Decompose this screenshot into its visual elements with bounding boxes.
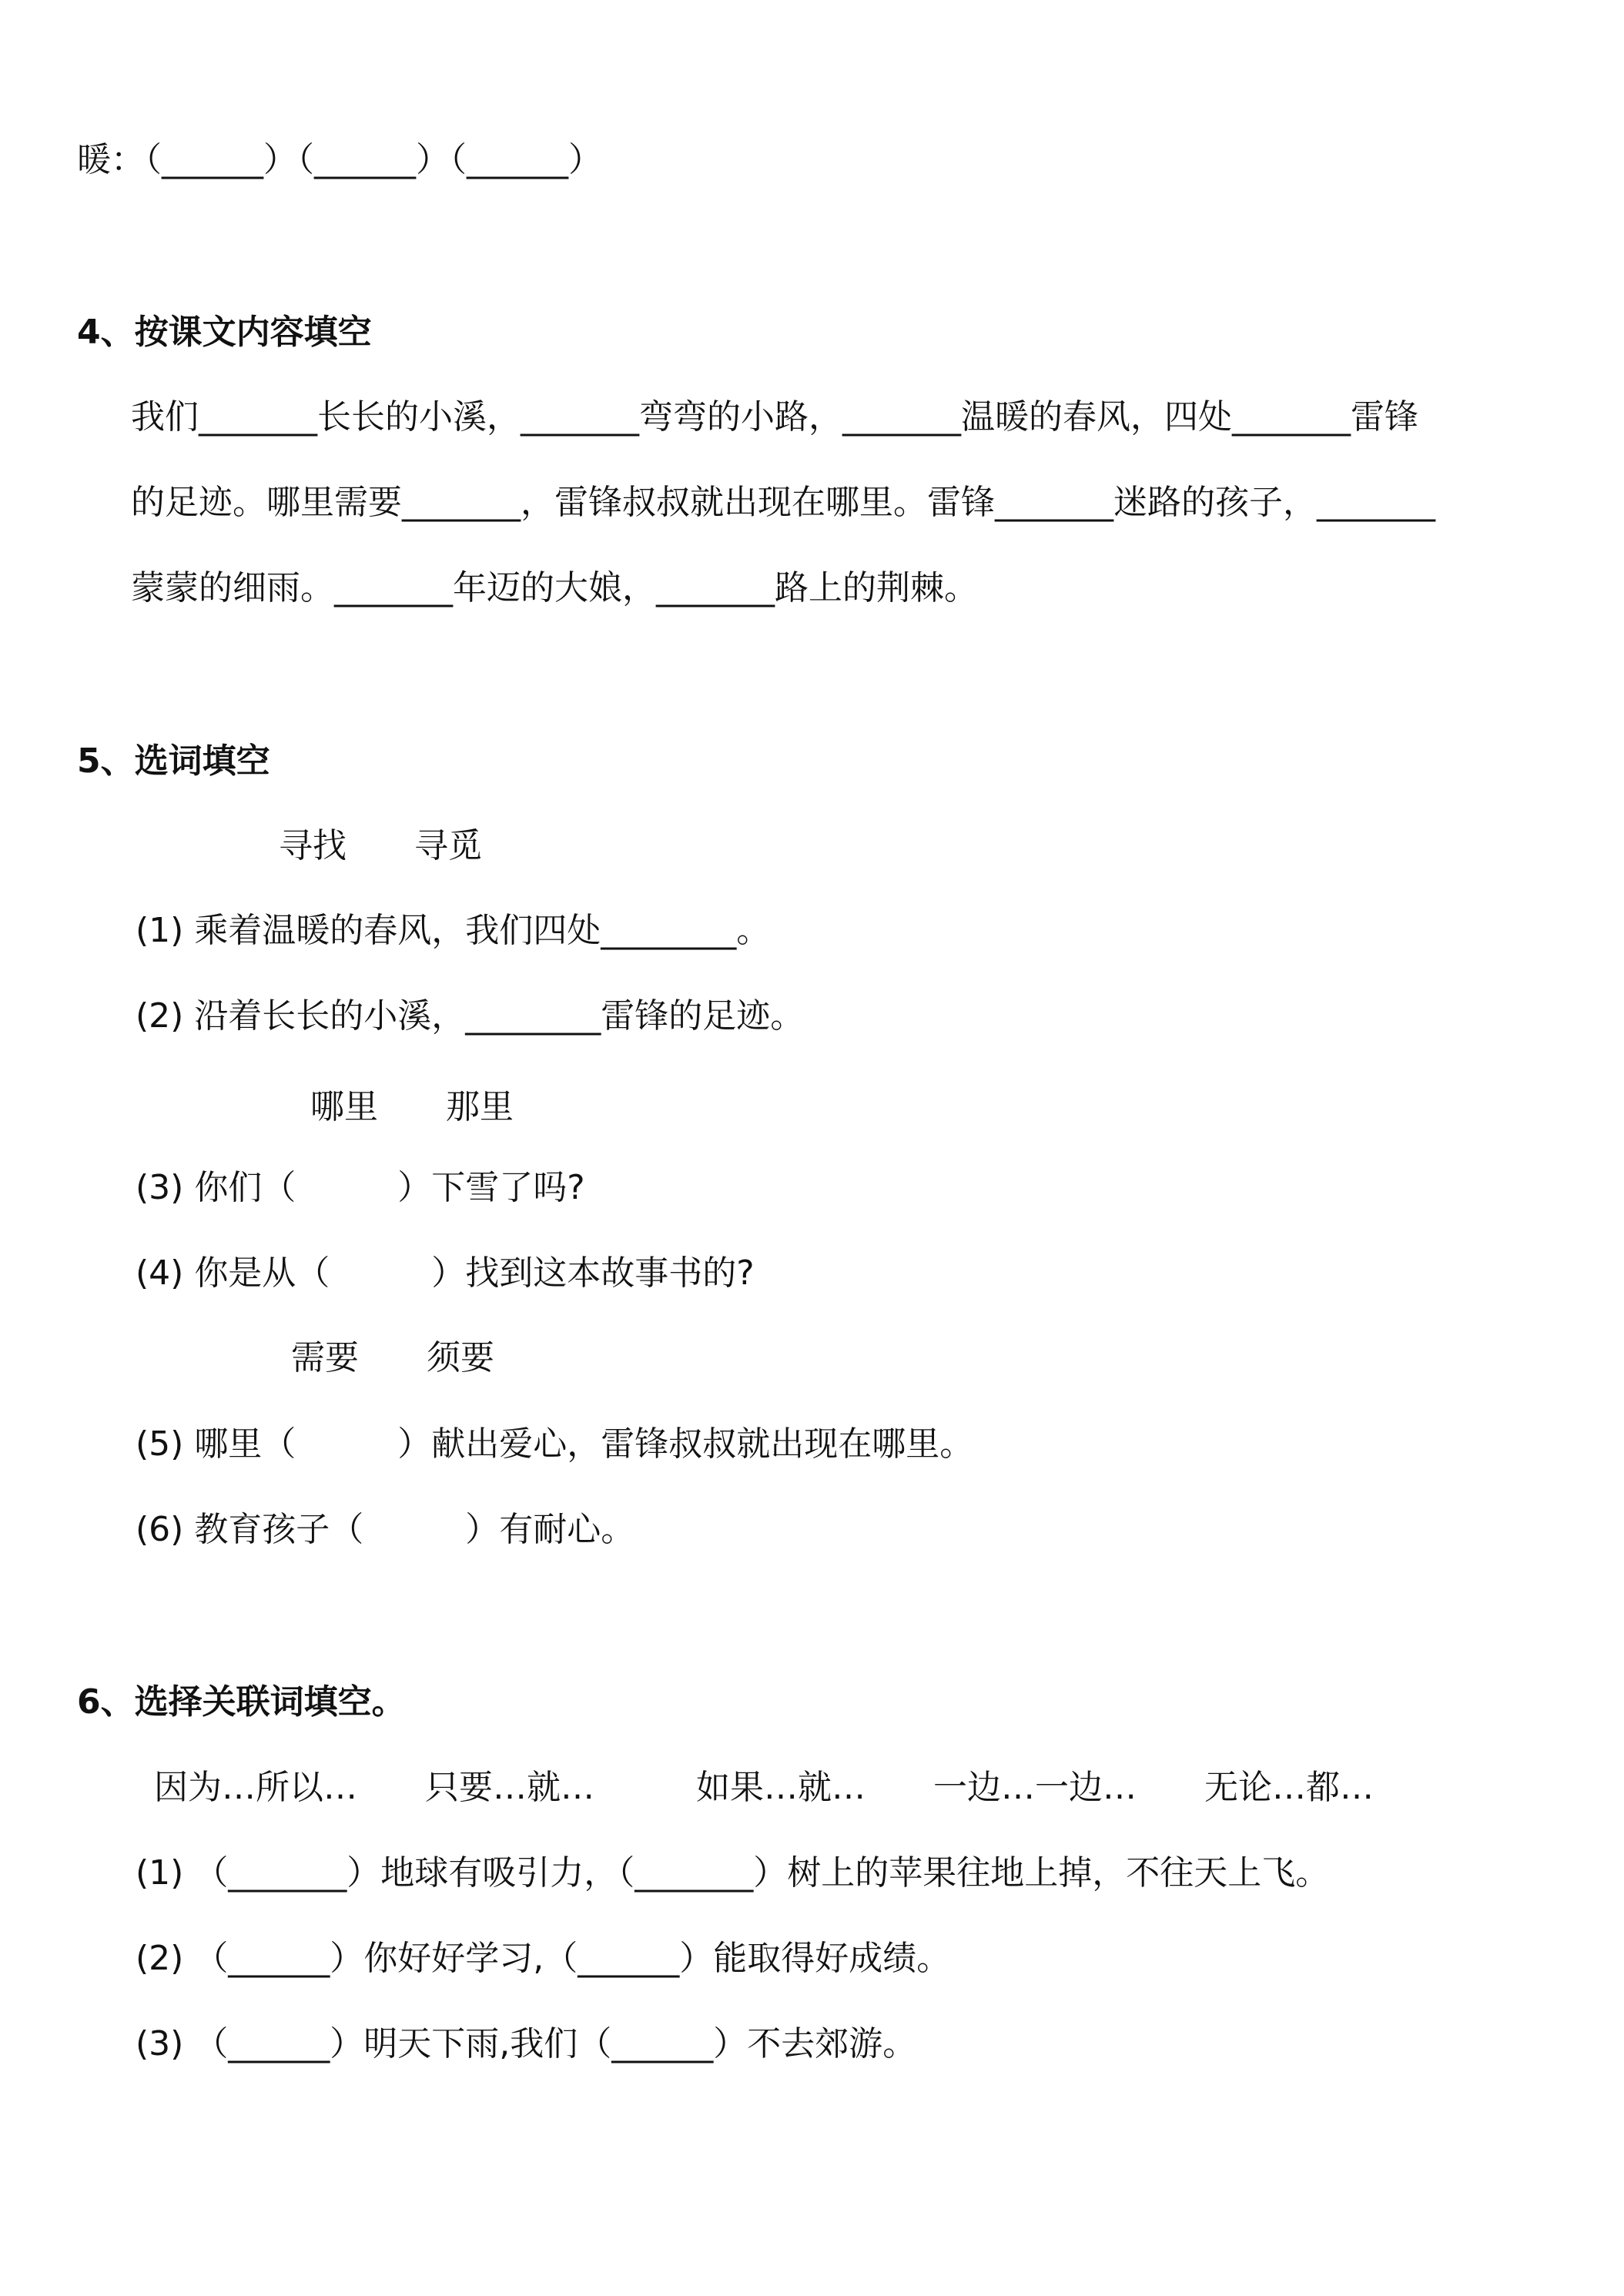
question-5-6: (6) 教育孩子（ ）有耐心。	[136, 1510, 635, 1549]
word-choice-3: 需要 须要	[291, 1338, 494, 1377]
conjunction-options: 因为…所以… 只要…就… 如果…就… 一边…一边… 无论…都…	[154, 1768, 1374, 1807]
section-4-line-1: 我们_______长长的小溪，_______弯弯的小路，_______温暖的春风，四处_______雷锋	[131, 397, 1418, 437]
top-line: 暖：（______）（______）（______）	[77, 140, 602, 179]
question-6-1: (1) （_______）地球有吸引力，（_______）树上的苹果往地上掉，不往天上飞。	[136, 1853, 1330, 1893]
question-6-2: (2) （______）你好好学习,（______）能取得好成绩。	[136, 1939, 951, 1978]
word-choice-1: 寻找 寻觅	[279, 826, 482, 865]
question-5-5: (5) 哪里（ ）献出爱心，雷锋叔叔就出现在哪里。	[136, 1424, 974, 1464]
word-choice-2: 哪里 那里	[310, 1087, 514, 1126]
section-4-heading: 4、按课文内容填空	[77, 313, 372, 352]
section-4-line-2: 的足迹。哪里需要_______，雷锋叔叔就出现在哪里。雷锋_______迷路的孩子，_______	[131, 483, 1435, 522]
section-5-heading: 5、选词填空	[77, 741, 270, 781]
question-6-3: (3) （______）明天下雨,我们（______）不去郊游。	[136, 2024, 917, 2063]
question-5-1: (1) 乘着温暖的春风，我们四处________。	[136, 911, 771, 950]
question-5-2: (2) 沿着长长的小溪，________雷锋的足迹。	[136, 996, 805, 1036]
section-4-line-3: 蒙蒙的细雨。_______年迈的大娘，_______路上的荆棘。	[131, 568, 978, 607]
section-6-heading: 6、选择关联词填空。	[77, 1682, 406, 1722]
question-5-4: (4) 你是从（ ）找到这本故事书的?	[136, 1253, 755, 1293]
question-5-3: (3) 你们（ ）下雪了吗?	[136, 1168, 585, 1207]
